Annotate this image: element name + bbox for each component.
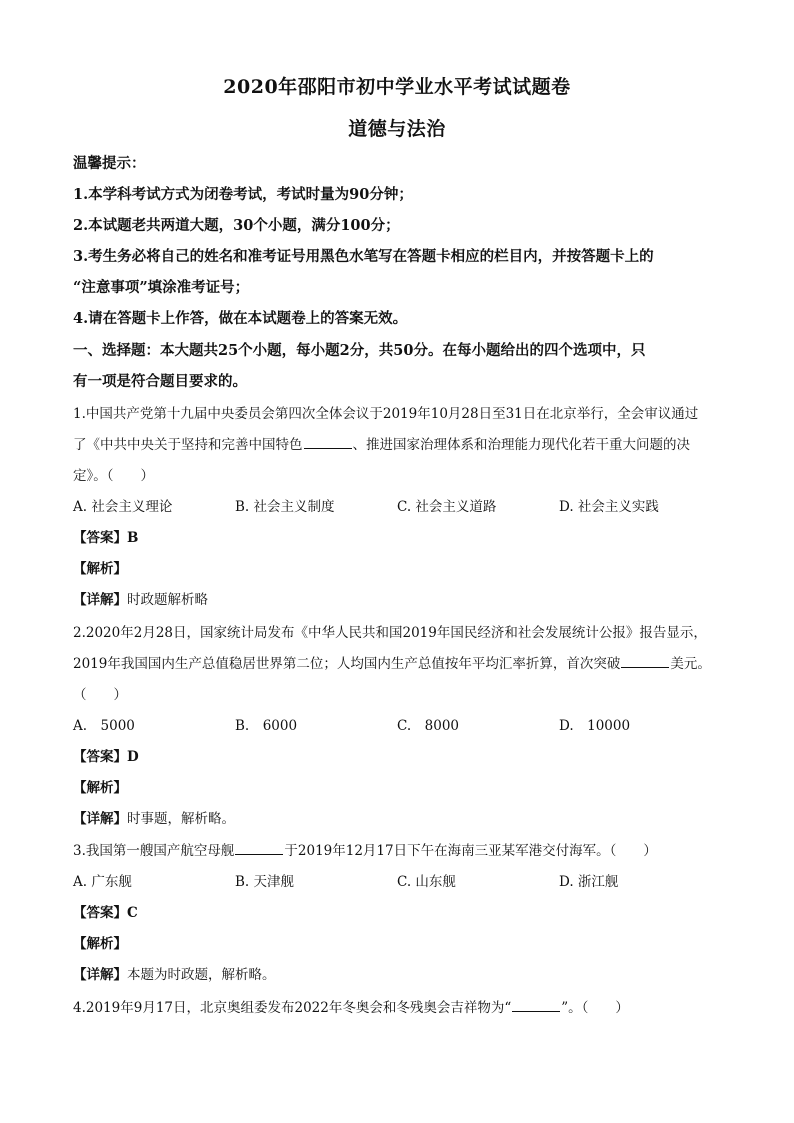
answer-tag: 【答案】 — [73, 530, 127, 546]
tip-item: 1.本学科考试方式为闭卷考试，考试时量为90分钟； — [73, 186, 413, 203]
option-d: D. 浙江舰 — [559, 874, 619, 890]
question-2-text — [73, 652, 711, 672]
answer-line — [73, 745, 139, 765]
question-1-text — [73, 433, 690, 453]
answer-value: C — [127, 905, 138, 921]
question-1-text: 定》。（ ） — [73, 468, 154, 484]
detail-line — [73, 963, 276, 983]
question-4-text-part: 4.2019年9月17日，北京奥组委发布2022年冬奥会和冬残奥会吉祥物为“ — [73, 1000, 512, 1016]
question-1-text-part: 了《中共中央关于坚持和完善中国特色 — [73, 437, 303, 453]
option-a: A. 5000 — [73, 718, 135, 734]
detail-tag: 【详解】 — [73, 811, 127, 827]
tip-item: 3.考生务必将自己的姓名和准考证号用黑色水笔写在答题卡相应的栏目内，并按答题卡上的 — [73, 248, 654, 265]
option-d: D. 社会主义实践 — [559, 499, 659, 515]
question-3-text — [73, 839, 657, 859]
fill-blank — [235, 842, 283, 855]
question-2-text: （ ） — [73, 687, 127, 703]
detail-text: 时事题，解析略。 — [127, 811, 235, 827]
detail-tag: 【详解】 — [73, 967, 127, 983]
answer-line — [73, 526, 138, 546]
option-c: C. 社会主义道路 — [397, 499, 497, 515]
question-1-text: 1.中国共产党第十九届中央委员会第四次全体会议于2019年10月28日至31日在北京举行，全会审议通过 — [73, 406, 699, 422]
question-4-text-part: ”。（ ） — [561, 1000, 629, 1016]
section-heading: 一、选择题：本大题共25个小题，每小题2分，共50分。在每小题给出的四个选项中，只 — [73, 342, 646, 359]
answer-tag: 【答案】 — [73, 749, 127, 765]
question-2-text-part: 美元。 — [670, 656, 711, 672]
option-b: B. 6000 — [235, 718, 298, 734]
question-2-text-part: 2019年我国国内生产总值稳居世界第二位；人均国内生产总值按年平均汇率折算，首次突破 — [73, 656, 621, 672]
question-3-text-part: 于2019年12月17日下午在海南三亚某军港交付海军。（ ） — [284, 843, 657, 859]
section-heading-cont: 有一项是符合题目要求的。 — [73, 373, 247, 390]
answer-line — [73, 901, 138, 921]
exam-title: 2020年邵阳市初中学业水平考试试题卷 — [223, 76, 571, 98]
detail-line — [73, 807, 235, 827]
tips-heading: 温馨提示： — [73, 155, 146, 172]
question-4-text — [73, 996, 629, 1016]
answer-value: B — [127, 530, 139, 546]
analysis-tag: 【解析】 — [73, 561, 127, 577]
tip-item: 4.请在答题卡上作答，做在本试题卷上的答案无效。 — [73, 310, 408, 327]
answer-value: D — [127, 749, 139, 765]
detail-text: 本题为时政题，解析略。 — [127, 967, 276, 983]
option-c: C. 山东舰 — [397, 874, 456, 890]
option-a: A. 社会主义理论 — [73, 499, 173, 515]
option-b: B. 社会主义制度 — [235, 499, 335, 515]
detail-tag: 【详解】 — [73, 592, 127, 608]
option-a: A. 广东舰 — [73, 874, 132, 890]
subject-title: 道德与法治 — [348, 118, 446, 140]
fill-blank — [621, 655, 669, 668]
option-d: D. 10000 — [559, 718, 631, 734]
question-2-text: 2.2020年2月28日，国家统计局发布《中华人民共和国2019年国民经济和社会发展统计公报》报告显示， — [73, 625, 707, 641]
option-b: B. 天津舰 — [235, 874, 295, 890]
question-3-text-part: 3.我国第一艘国产航空母舰 — [73, 843, 235, 859]
analysis-tag: 【解析】 — [73, 780, 127, 796]
answer-tag: 【答案】 — [73, 905, 127, 921]
option-c: C. 8000 — [397, 718, 459, 734]
question-1-text-part: 、推进国家治理体系和治理能力现代化若干重大问题的决 — [352, 437, 690, 453]
detail-text: 时政题解析略 — [127, 592, 208, 608]
fill-blank — [512, 999, 560, 1012]
detail-line — [73, 588, 208, 608]
tip-item: “注意事项”填涂准考证号； — [73, 279, 250, 296]
tip-item: 2.本试题老共两道大题，30个小题，满分100分； — [73, 217, 400, 234]
analysis-tag: 【解析】 — [73, 936, 127, 952]
fill-blank — [304, 436, 352, 449]
